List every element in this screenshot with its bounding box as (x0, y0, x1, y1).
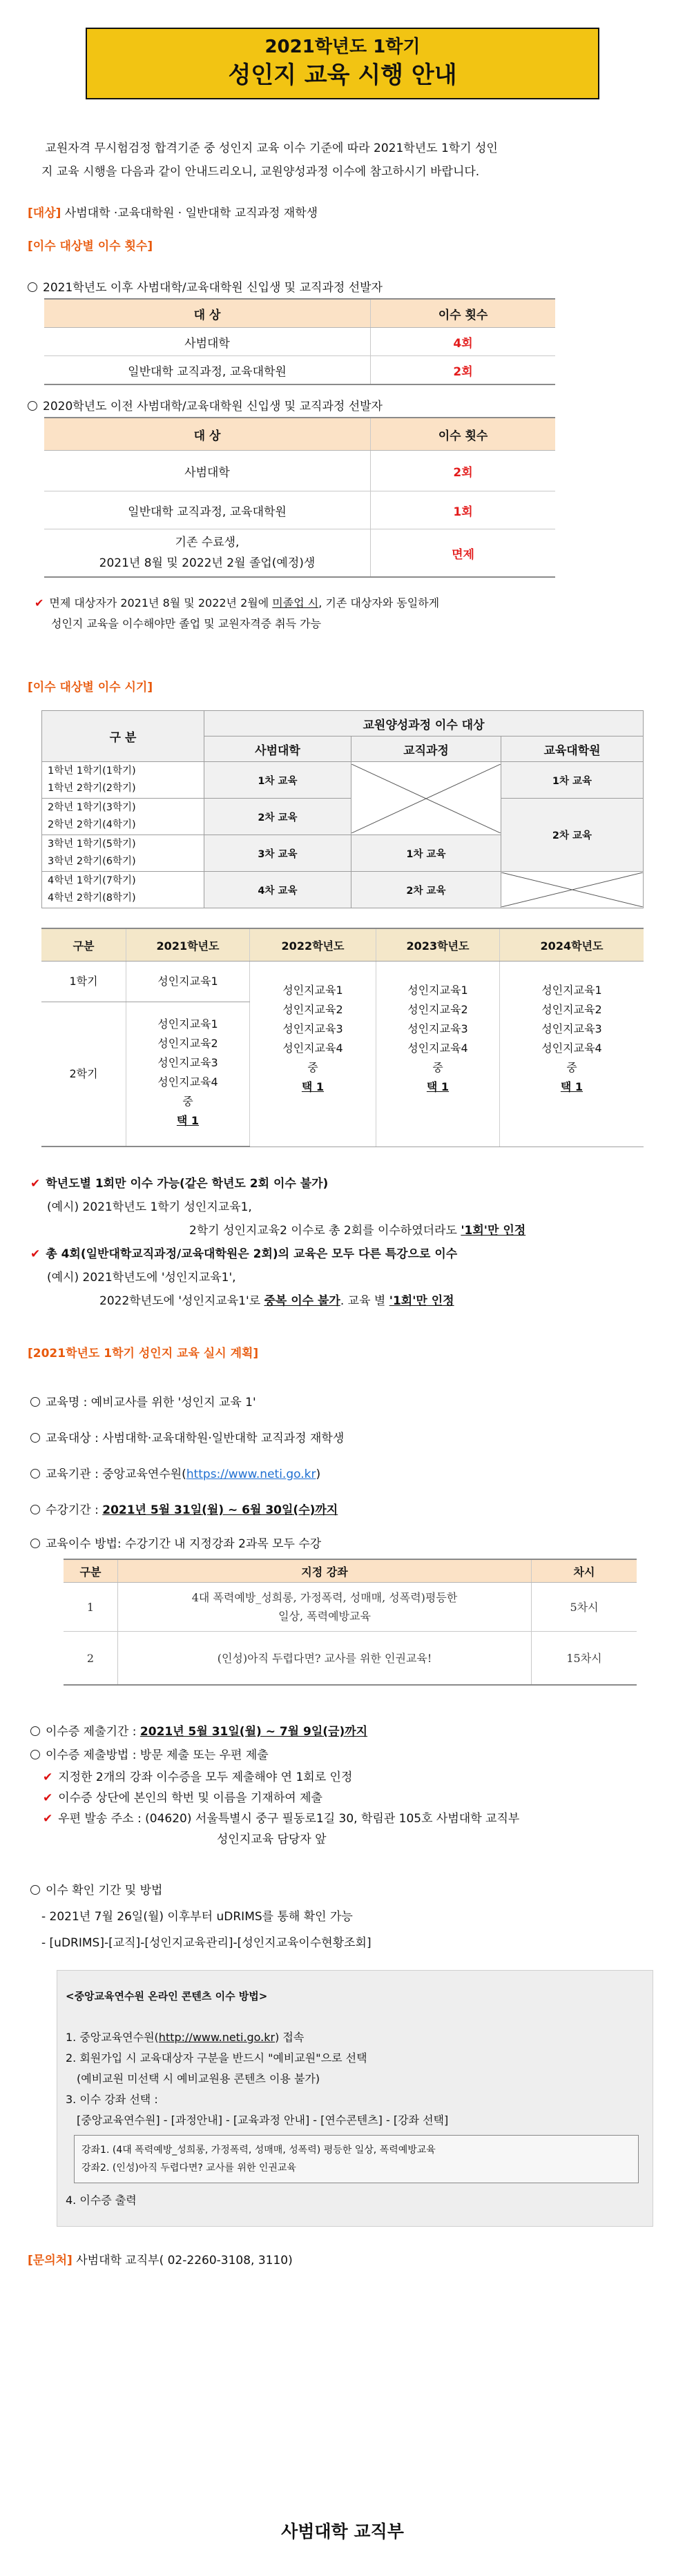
footer-department: 사범대학 교직부 (281, 2521, 404, 2541)
circle-bullet-icon (30, 1433, 40, 1443)
title-line1: 2021학년도 1학기 (264, 37, 421, 57)
intro-line2: 지 교육 시행을 다음과 같이 안내드리오니, 교원양성과정 이수에 참고하시기 바랍니다. (41, 165, 480, 179)
checkmark-icon: ✔ (43, 1812, 53, 1826)
circle-bullet-icon (30, 1397, 40, 1407)
table-row: 1 4대 폭력예방_성희롱, 가정폭력, 성매매, 성폭력)평등한 일상, 폭력예방교육 5차시 (64, 1583, 637, 1632)
crossed-cell (501, 872, 644, 908)
table-row: 2 (인성)아직 두렵다면? 교사를 위한 인권교육! 15차시 (64, 1632, 637, 1686)
intro-text (41, 137, 644, 184)
checkmark-icon: ✔ (30, 1247, 41, 1261)
count-table-2020: 대 상 이수 횟수 사범대학 2회 일반대학 교직과정, 교육대학원 1회 기존 수료생, 2021년 8월 및 2022년 2월 졸업(예정)생 면제 (44, 417, 555, 578)
group2-title: 2020학년도 이전 사범대학/교육대학원 신입생 및 교직과정 선발자 (28, 396, 657, 417)
group1-title: 2021학년도 이후 사범대학/교육대학원 신입생 및 교직과정 선발자 (28, 277, 657, 298)
title-line2: 성인지 교육 시행 안내 (228, 61, 457, 89)
plan-heading: [2021학년도 1학기 성인지 교육 실시 계획] (28, 1347, 259, 1360)
circle-bullet-icon (30, 1505, 40, 1514)
target-line (28, 203, 657, 224)
rules-block: ✔ 학년도별 1회만 이수 가능(같은 학년도 2회 이수 불가) (예시) 2021학년도 1학기 성인지교육1, 2학기 성인지교육2 이수로 총 2회를 이수하였더라도 '1회'만 인정 ✔ 총 4회(일반대학교직과정/교육대학원은 2회)의 교육은 모두 다른 특강으로 이수 (예시) 2021학년도에 '성인지교육1', 2022학년도에 '성인지교육1'로 중복 이수 불가. 교육 별 '1회'만 인정 (30, 1177, 526, 1308)
submit-block: 이수증 제출기간 : 2021년 5월 31일(월) ~ 7월 9일(금)까지 이수증 제출방법 : 방문 제출 또는 우편 제출 ✔ 지정한 2개의 강좌 이수증을 모두 제출해야 연 1회로 인정 ✔ 이수증 상단에 본인의 학번 및 이름을 기재하여 제출 ✔ 우편 발송 주소 : (04620) 서울특별시 중구 필동로1길 30, 학림관 105호 사범대학 교직부 성인지교육 담당자 앞 (30, 1720, 657, 1850)
checkmark-icon: ✔ (30, 1177, 41, 1191)
intro-line1: 교원자격 무시험검정 합격기준 중 성인지 교육 이수 기준에 따라 2021학년도 1학기 성인 (45, 142, 498, 155)
count-heading: [이수 대상별 이수 횟수] (28, 240, 153, 253)
year-table: 구분 2021학년도 2022학년도 2023학년도 2024학년도 1학기 성인지교육1 성인지교육1 성인지교육2 성인지교육3 성인지교육4 중 택 1 성인지교육1 성인지교육2 성인지교육3 성인지교육4 중 택 1 성인지교육1 성인지교육2 성인지교육3 성인지교육4 중 택 1 2학기 성인지교육1 성인지교육2 성인지교육3 성인지교육4 중 택 1 (41, 928, 644, 1147)
timing-heading: [이수 대상별 이수 시기] (28, 681, 153, 694)
circle-bullet-icon (30, 1539, 40, 1548)
checkmark-icon: ✔ (35, 596, 44, 609)
col-count: 이수 횟수 (371, 299, 556, 328)
plan-block: 교육명 : 예비교사를 위한 '성인지 교육 1' 교육대상 : 사범대학·교육대학원·일반대학 교직과정 재학생 교육기관 : 중앙교육연수원(https://www.neti.go.kr) 수강기간 : 2021년 5월 31일(월) ~ 6월 30일(수)까지 교육이수 방법: 수강기간 내 지정강좌 2과목 모두 수강 (30, 1385, 657, 1554)
circle-bullet-icon (28, 401, 37, 411)
target-text: 사범대학 ·교육대학원 · 일반대학 교직과정 재학생 (64, 206, 318, 220)
table-row: 일반대학 교직과정, 교육대학원 2회 (44, 356, 555, 385)
circle-bullet-icon (28, 282, 37, 292)
checkmark-icon: ✔ (43, 1791, 53, 1805)
circle-bullet-icon (30, 1726, 40, 1736)
title-box (86, 28, 599, 99)
timing-table: 구 분 교원양성과정 이수 대상 사범대학 교직과정 교육대학원 1학년 1학기(1학기) 1학년 2학기(2학기) 1차 교육 1차 교육 2학년 1학기(3학기) 2학년 2학기(4학기) 2차 교육 2차 교육 3학년 1학기(5학기) 3학년 2학기(6학기) 3차 교육 1차 교육 4학년 1학기(7학기) 4학년 2학기(8학기) 4차 교육 2차 교육 (41, 710, 644, 908)
neti-link-2[interactable]: http://www.neti.go.kr (158, 2031, 276, 2044)
table-row: 사범대학 4회 (44, 328, 555, 356)
circle-bullet-icon (30, 1469, 40, 1479)
circle-bullet-icon (30, 1750, 40, 1759)
target-label: [대상] (28, 206, 61, 220)
course-table: 구분 지정 강좌 차시 1 4대 폭력예방_성희롱, 가정폭력, 성매매, 성폭력)평등한 일상, 폭력예방교육 5차시 2 (인성)아직 두렵다면? 교사를 위한 인권교육! 15차시 (64, 1559, 637, 1686)
checkmark-icon: ✔ (43, 1770, 53, 1784)
course-list-box: 강좌1. (4대 폭력예방_성희롱, 가정폭력, 성매매, 성폭력) 평등한 일상, 폭력예방교육 강좌2. (인성)아직 두렵다면? 교사를 위한 인권교육 (74, 2135, 639, 2183)
circle-bullet-icon (30, 1885, 40, 1895)
col-target: 대 상 (44, 299, 371, 328)
online-method-box: <중앙교육연수원 온라인 콘텐츠 이수 방법> 1. 중앙교육연수원(http://www.neti.go.kr) 접속 2. 회원가입 시 교육대상자 구분을 반드시 "예비교원"으로 선택 (예비교원 미선택 시 예비교원용 콘텐츠 이용 불가) 3. 이수 강좌 선택 : [중앙교육연수원] - [과정안내] - [교육과정 안내] - [연수콘텐츠] - [강좌 선택] 강좌1. (4대 폭력예방_성희롱, 가정폭력, 성매매, 성폭력) 평등한 일상, 폭력예방교육 강좌2. (인성)아직 두렵다면? 교사를 위한 인권교육 4. 이수증 출력 (57, 1970, 653, 2227)
table-row: 사범대학 2회 (44, 451, 555, 491)
confirm-block: 이수 확인 기간 및 방법 - 2021년 7월 26일(월) 이후부터 uDRIMS를 통해 확인 가능 - [uDRIMS]-[교직]-[성인지교육관리]-[성인지교육이수현황조회] (30, 1879, 657, 1955)
contact-line: [문의처] 사범대학 교직부( 02-2260-3108, 3110) (28, 2254, 293, 2267)
table-row: 기존 수료생, 2021년 8월 및 2022년 2월 졸업(예정)생 면제 (44, 529, 555, 578)
exempt-note: ✔ 면제 대상자가 2021년 8월 및 2022년 2월에 미졸업 시, 기존 대상자와 동일하게 성인지 교육을 이수해야만 졸업 및 교원자격증 취득 가능 (35, 596, 440, 630)
neti-link[interactable]: https://www.neti.go.kr (186, 1467, 316, 1481)
count-table-2021 (44, 298, 555, 385)
crossed-cell (351, 762, 501, 835)
table-row: 일반대학 교직과정, 교육대학원 1회 (44, 491, 555, 529)
